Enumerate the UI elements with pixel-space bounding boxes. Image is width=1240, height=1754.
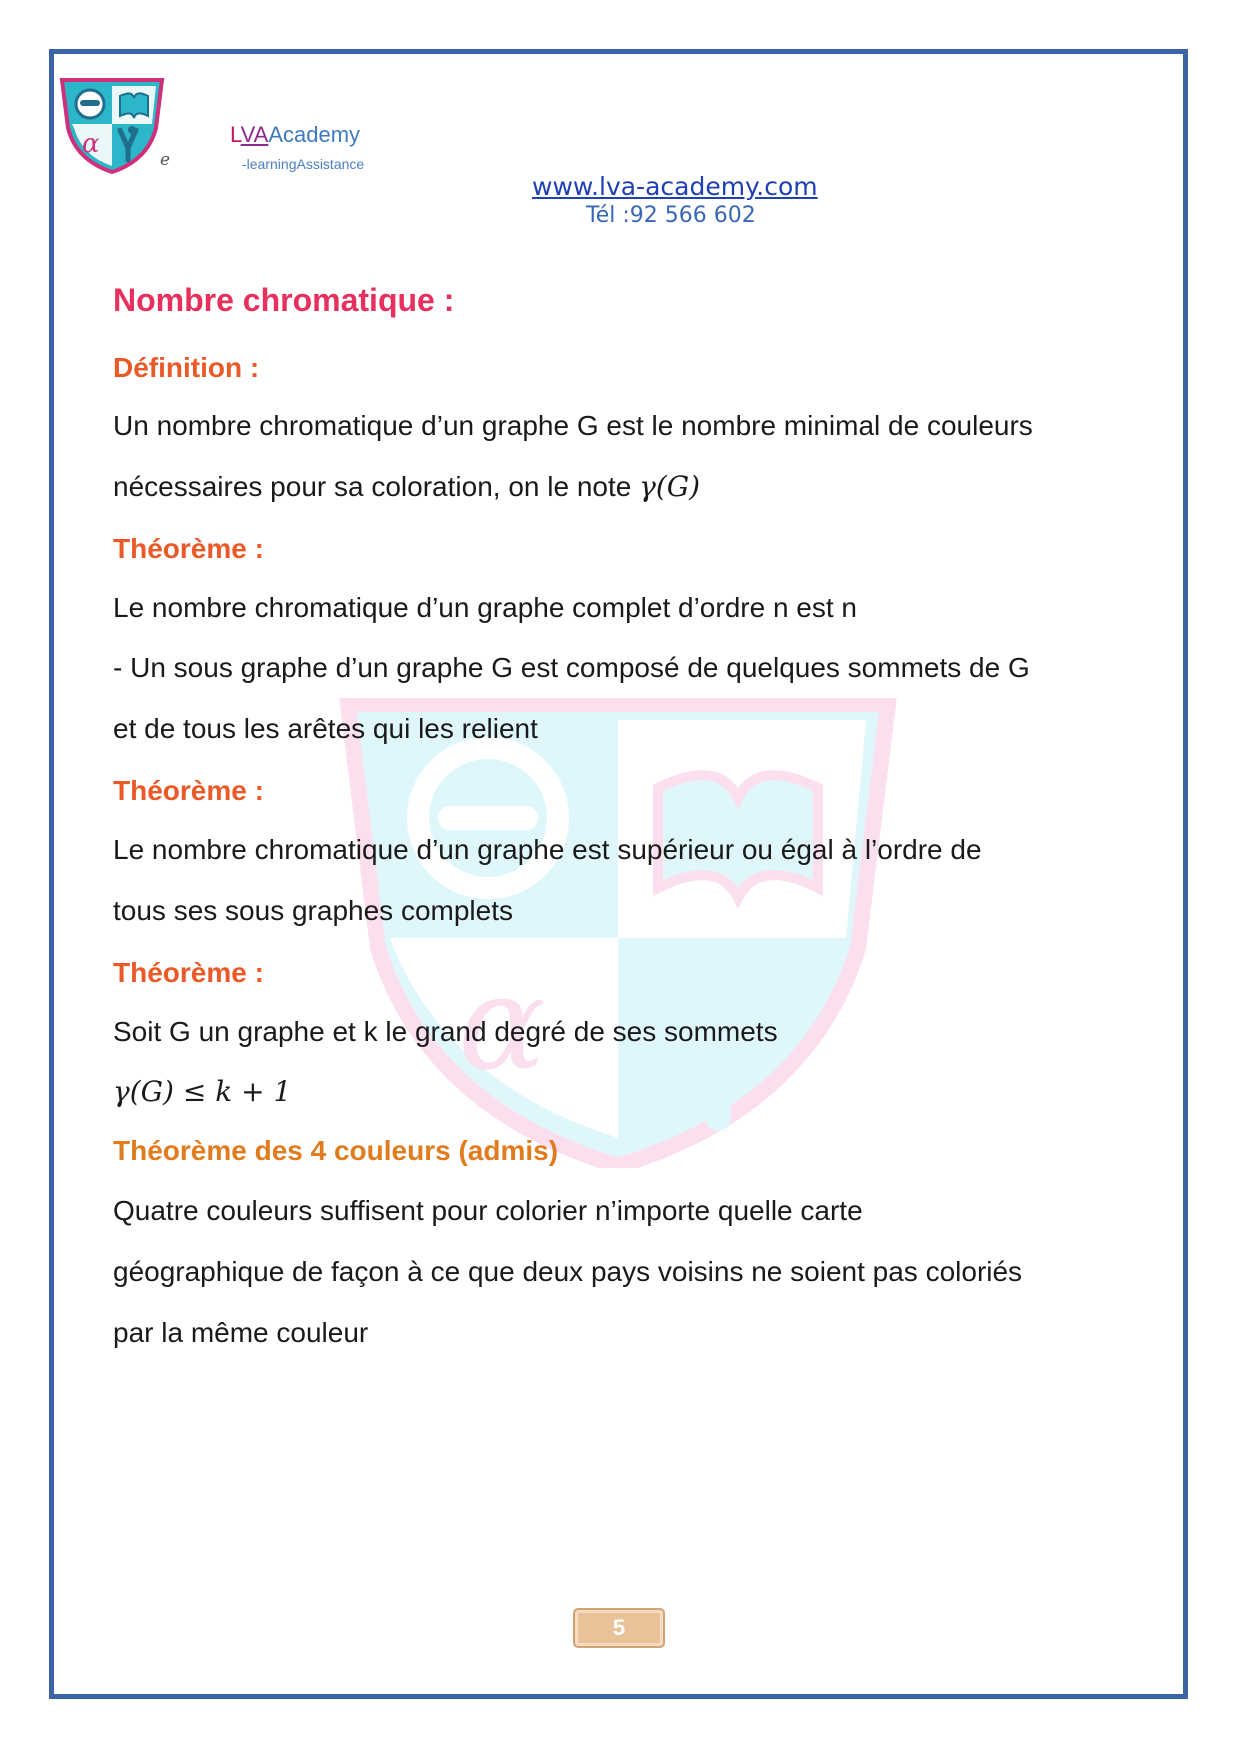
definition-line-2 [113,470,700,503]
definition-heading: Définition : [113,352,260,383]
brand-name [230,122,360,148]
brand-l: L [230,122,241,147]
theorem-2-line-2: tous ses sous graphes complets [113,895,513,926]
theorem-3-line-1: Soit G un graphe et k le grand degré de ses sommets [113,1016,778,1047]
brand-academy: Academy [268,122,361,147]
theorem-1-line-1: Le nombre chromatique d’un graphe complet d’ordre n est n [113,592,857,623]
theorem-3-formula: γ(G) ≤ k + 1 [113,1075,292,1108]
theorem-1-line-2: - Un sous graphe d’un graphe G est composé de quelques sommets de G [113,652,1030,683]
phone-number: Tél :92 566 602 [586,203,756,228]
page-title: Nombre chromatique : [113,282,455,318]
definition-line-1: Un nombre chromatique d’un graphe G est le nombre minimal de couleurs [113,410,1033,441]
theorem-3-heading: Théorème : [113,957,264,988]
brand-va: VA [240,122,269,147]
definition-line-2-text: nécessaires pour sa coloration, on le note [113,471,640,502]
website-link[interactable]: www.lva-academy.com [532,172,818,201]
watermark-logo [338,698,898,1168]
theorem-1-line-3: et de tous les arêtes qui les relient [113,713,538,744]
logo-letter: e [160,150,171,170]
theorem-2-line-1: Le nombre chromatique d’un graphe est supérieur ou égal à l’ordre de [113,834,982,865]
theorem-2-heading: Théorème : [113,775,264,806]
theorem-4-line-3: par la même couleur [113,1317,369,1348]
page-number: 5 [612,1615,626,1640]
svg-text:α: α [82,129,100,159]
theorem-4-heading: Théorème des 4 couleurs (admis) [113,1135,559,1166]
theorem-4-line-2: géographique de façon à ce que deux pays voisins ne soient pas coloriés [113,1256,1023,1287]
brand-tagline: -learningAssistance [242,156,365,172]
theorem-1-heading: Théorème : [113,533,264,564]
gamma-g-notation: γ(G) [639,470,701,503]
lva-shield-logo [58,78,166,174]
svg-text:α: α [458,947,546,1099]
page-number-badge [573,1608,665,1648]
theorem-4-line-1: Quatre couleurs suffisent pour colorier n’importe quelle carte [113,1195,863,1226]
